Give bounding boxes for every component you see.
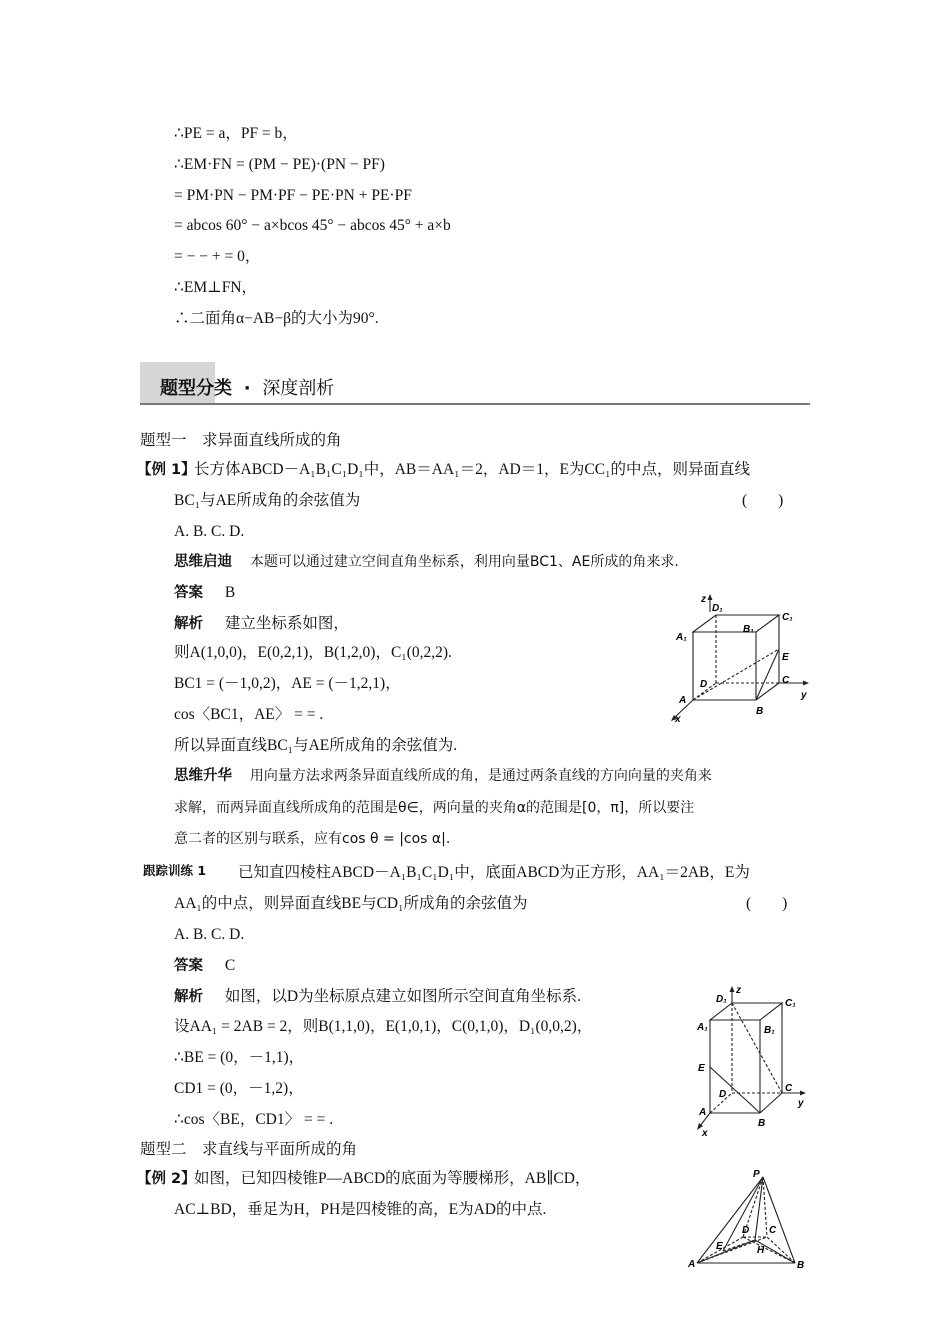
proof-line-5: = − − + = 0， (174, 248, 261, 265)
fig1-label-C: C (782, 675, 790, 686)
training1-answer-row (174, 956, 235, 976)
type2-heading: 题型二 求直线与平面所成的角 (140, 1141, 358, 1158)
proof-line-2: ∴EM·FN = (PM − PE)·(PN − PF) (174, 156, 385, 173)
training1-solution-line1: 如图，以D为坐标原点建立如图所示空间直角坐标系. (224, 988, 581, 1005)
fig1-label-z: z (701, 594, 706, 605)
proof-line-4: = abcos 60° − a×bcos 45° − abcos 45° + a×b (174, 217, 451, 234)
example2-tag: 【例 2】 (137, 1171, 196, 1187)
training1-solution-line3: ∴BE = (0，－1,1)， (174, 1049, 305, 1066)
solution-line2: 则A(1,0,0)，E(0,2,1)，B(1,2,0)，C₁(0,2,2). (174, 644, 452, 661)
fig1-label-B: B (756, 706, 764, 717)
type1-heading: 题型一 求异面直线所成的角 (140, 432, 342, 449)
proof-line-1: ∴PE = a，PF = b， (174, 125, 298, 142)
solution-line3: BC1 = (－1,0,2)，AE = (－1,2,1)， (174, 675, 401, 692)
fig1-label-E: E (782, 652, 789, 663)
example1-hint-row (174, 552, 679, 572)
example1-question-line2: BC₁与AE所成角的余弦值为 (174, 492, 361, 509)
example1-answer-blank: ( ) (742, 492, 784, 509)
proof-line-7: ∴二面角α−AB−β的大小为90°. (174, 310, 379, 327)
solution-line1: 建立坐标系如图， (224, 615, 349, 632)
section-title-bold: 题型分类 (160, 378, 232, 399)
fig2-label-B: B (758, 1118, 766, 1129)
fig2-label-y: y (798, 1098, 804, 1109)
solution-line4: cos〈BC1，AE〉 = = . (174, 706, 324, 723)
proof-line-3: = PM·PN − PM·PF − PE·PN + PE·PF (174, 187, 412, 204)
hint-label: 思维启迪 (174, 554, 232, 570)
fig2-label-C: C (785, 1083, 793, 1094)
training1-question-line2: AA₁的中点，则异面直线BE与CD₁所成角的余弦值为 (174, 895, 528, 912)
summary-line3: 意二者的区别与联系，应有cos θ = |cos α|. (174, 831, 451, 847)
fig3-label-C: C (769, 1225, 777, 1236)
fig2-label-A: A (699, 1107, 707, 1118)
training1-question-line1: 已知直四棱柱ABCD－A₁B₁C₁D₁中，底面ABCD为正方形，AA₁＝2AB，E为 (238, 864, 750, 881)
training1-choices: A. B. C. D. (174, 926, 245, 943)
fig1-label-D: D (700, 679, 708, 690)
proof-line-6: ∴EM⊥FN， (174, 279, 258, 296)
summary-line2: 求解，而两异面直线所成角的范围是θ∈，两向量的夹角α的范围是[0，π]，所以要注 (174, 800, 695, 816)
solution-line5: 所以异面直线BC₁与AE所成角的余弦值为. (174, 737, 458, 754)
fig1-label-x: x (675, 714, 681, 725)
pyramid-figure-3 (685, 1165, 815, 1275)
fig2-label-A1: A₁ (697, 1022, 708, 1033)
example1-tag: 【例 1】 (137, 462, 196, 478)
training1-solution-line2: 设AA₁ = 2AB = 2，则B(1,1,0)，E(1,0,1)，C(0,1,0)，D₁(0,0,2)， (174, 1018, 593, 1035)
example2-question-line2: AC⊥BD，垂足为H，PH是四棱锥的高，E为AD的中点. (174, 1201, 547, 1218)
fig2-label-x: x (702, 1128, 708, 1139)
section-header-rule (140, 403, 810, 405)
section-title-rest: 深度剖析 (262, 378, 335, 399)
example1-solution-row (174, 614, 349, 634)
section-title-dot: · (243, 378, 251, 399)
example2-question-line1: 如图，已知四棱锥P—ABCD的底面为等腰梯形，AB∥CD， (194, 1170, 591, 1187)
fig3-label-E: E (716, 1241, 723, 1252)
answer-value: B (224, 584, 236, 601)
training1-answer-label: 答案 (174, 958, 203, 974)
fig1-label-A1: A₁ (676, 632, 687, 643)
solution-label: 解析 (174, 616, 203, 632)
fig3-label-B: B (797, 1260, 805, 1271)
fig3-label-A: A (688, 1259, 696, 1270)
prism-figure-2 (690, 985, 820, 1140)
example1-summary-row (174, 766, 712, 786)
example1-choices: A. B. C. D. (174, 523, 245, 540)
fig2-label-z: z (736, 985, 741, 996)
fig1-label-A: A (679, 695, 687, 706)
training1-tag: 跟踪训练 1 (143, 863, 207, 878)
fig2-label-D: D (719, 1089, 727, 1100)
fig1-label-C1: C₁ (782, 612, 793, 623)
section-header (160, 374, 334, 400)
training1-solution-line4: CD1 = (0，－1,2)， (174, 1080, 304, 1097)
fig2-label-B1: B₁ (764, 1025, 775, 1036)
summary-line1: 用向量方法求两条异面直线所成的角，是通过两条直线的方向向量的夹角来 (249, 768, 712, 784)
training1-answer-blank: ( ) (746, 895, 788, 912)
fig1-label-B1: B₁ (743, 624, 754, 635)
fig1-label-y: y (801, 690, 807, 701)
fig3-label-P: P (753, 1169, 760, 1180)
fig2-label-E: E (698, 1063, 705, 1074)
example1-question-line1: 长方体ABCD－A₁B₁C₁D₁中，AB＝AA₁＝2，AD＝1，E为CC₁的中点，则异面直线 (194, 461, 751, 478)
answer-label: 答案 (174, 585, 203, 601)
fig3-label-D: D (742, 1225, 750, 1236)
training1-solution-row (174, 987, 581, 1007)
training1-answer-value: C (224, 957, 236, 974)
fig1-label-D1: D₁ (712, 603, 723, 614)
fig2-label-D1: D₁ (716, 994, 727, 1005)
cuboid-figure-1 (660, 590, 820, 725)
fig2-label-C1: C₁ (785, 998, 796, 1009)
training1-solution-line5: ∴cos〈BE，CD1〉 = = . (174, 1111, 334, 1128)
summary-label: 思维升华 (174, 768, 232, 784)
fig3-label-H: H (757, 1245, 765, 1256)
hint-text: 本题可以通过建立空间直角坐标系，利用向量BC1、AE所成的角来求. (249, 554, 679, 570)
training1-solution-label: 解析 (174, 989, 203, 1005)
example1-answer-row (174, 583, 235, 603)
